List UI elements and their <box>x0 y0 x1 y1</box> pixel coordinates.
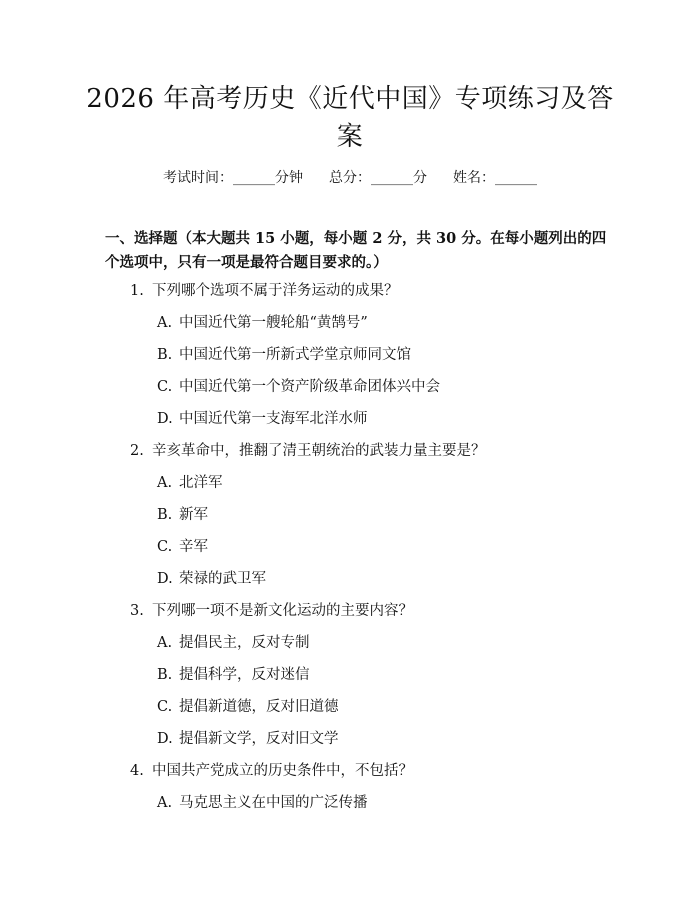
option-letter: B. <box>157 667 173 683</box>
question-2 <box>130 441 486 461</box>
question-number: 1. <box>130 283 144 299</box>
question-1 <box>130 281 399 301</box>
time-label: 考试时间： <box>163 170 233 186</box>
option-text: 新军 <box>179 507 208 523</box>
name-blank: ______ <box>495 170 537 186</box>
option-4a <box>157 793 368 813</box>
option-3d <box>157 729 339 749</box>
option-1c <box>157 377 440 397</box>
option-3c <box>157 697 339 717</box>
option-2d <box>157 569 266 589</box>
question-3 <box>130 601 413 621</box>
option-letter: C. <box>157 539 173 555</box>
question-text: 辛亥革命中，推翻了清王朝统治的武装力量主要是？ <box>152 443 486 459</box>
option-letter: D. <box>157 411 173 427</box>
score-unit: 分 <box>413 170 427 186</box>
option-2c <box>157 537 208 557</box>
option-1b <box>157 345 411 365</box>
question-text: 中国共产党成立的历史条件中，不包括？ <box>152 763 413 779</box>
option-3a <box>157 633 310 653</box>
option-text: 提倡新文学，反对旧文学 <box>179 731 339 747</box>
time-unit: 分钟 <box>275 170 303 186</box>
option-3b <box>157 665 310 685</box>
question-number: 3. <box>130 603 144 619</box>
question-4 <box>130 761 413 781</box>
option-text: 中国近代第一个资产阶级革命团体兴中会 <box>179 379 440 395</box>
document-title: 2026 年高考历史《近代中国》专项练习及答案 <box>86 84 614 152</box>
option-1a <box>157 313 368 333</box>
option-letter: B. <box>157 507 173 523</box>
option-letter: A. <box>157 795 173 811</box>
option-letter: D. <box>157 571 173 587</box>
question-text: 下列哪一项不是新文化运动的主要内容？ <box>152 603 413 619</box>
option-2a <box>157 473 223 493</box>
question-number: 4. <box>130 763 144 779</box>
score-blank: ______ <box>371 170 413 186</box>
option-text: 中国近代第一所新式学堂京师同文馆 <box>179 347 411 363</box>
option-text: 提倡新道德，反对旧道德 <box>179 699 339 715</box>
option-text: 中国近代第一艘轮船“黄鹄号” <box>179 315 368 331</box>
option-text: 提倡民主，反对专制 <box>179 635 310 651</box>
option-text: 北洋军 <box>179 475 223 491</box>
time-blank: ______ <box>233 170 275 186</box>
exam-meta-line <box>0 168 700 188</box>
name-label: 姓名： <box>453 170 495 186</box>
option-text: 提倡科学，反对迷信 <box>179 667 310 683</box>
option-text: 中国近代第一支海军北洋水师 <box>179 411 368 427</box>
option-2b <box>157 505 208 525</box>
section-heading: 一、选择题（本大题共 15 小题，每小题 2 分，共 30 分。在每小题列出的四个选项中，只有一项是最符合题目要求的。） <box>105 230 607 271</box>
option-letter: A. <box>157 475 173 491</box>
question-number: 2. <box>130 443 144 459</box>
option-letter: C. <box>157 379 173 395</box>
option-letter: C. <box>157 699 173 715</box>
option-text: 马克思主义在中国的广泛传播 <box>179 795 368 811</box>
option-1d <box>157 409 368 429</box>
option-text: 辛军 <box>179 539 208 555</box>
option-letter: D. <box>157 731 173 747</box>
option-letter: B. <box>157 347 173 363</box>
question-text: 下列哪个选项不属于洋务运动的成果？ <box>152 283 399 299</box>
option-letter: A. <box>157 315 173 331</box>
option-text: 荣禄的武卫军 <box>179 571 266 587</box>
score-label: 总分： <box>329 170 371 186</box>
option-letter: A. <box>157 635 173 651</box>
